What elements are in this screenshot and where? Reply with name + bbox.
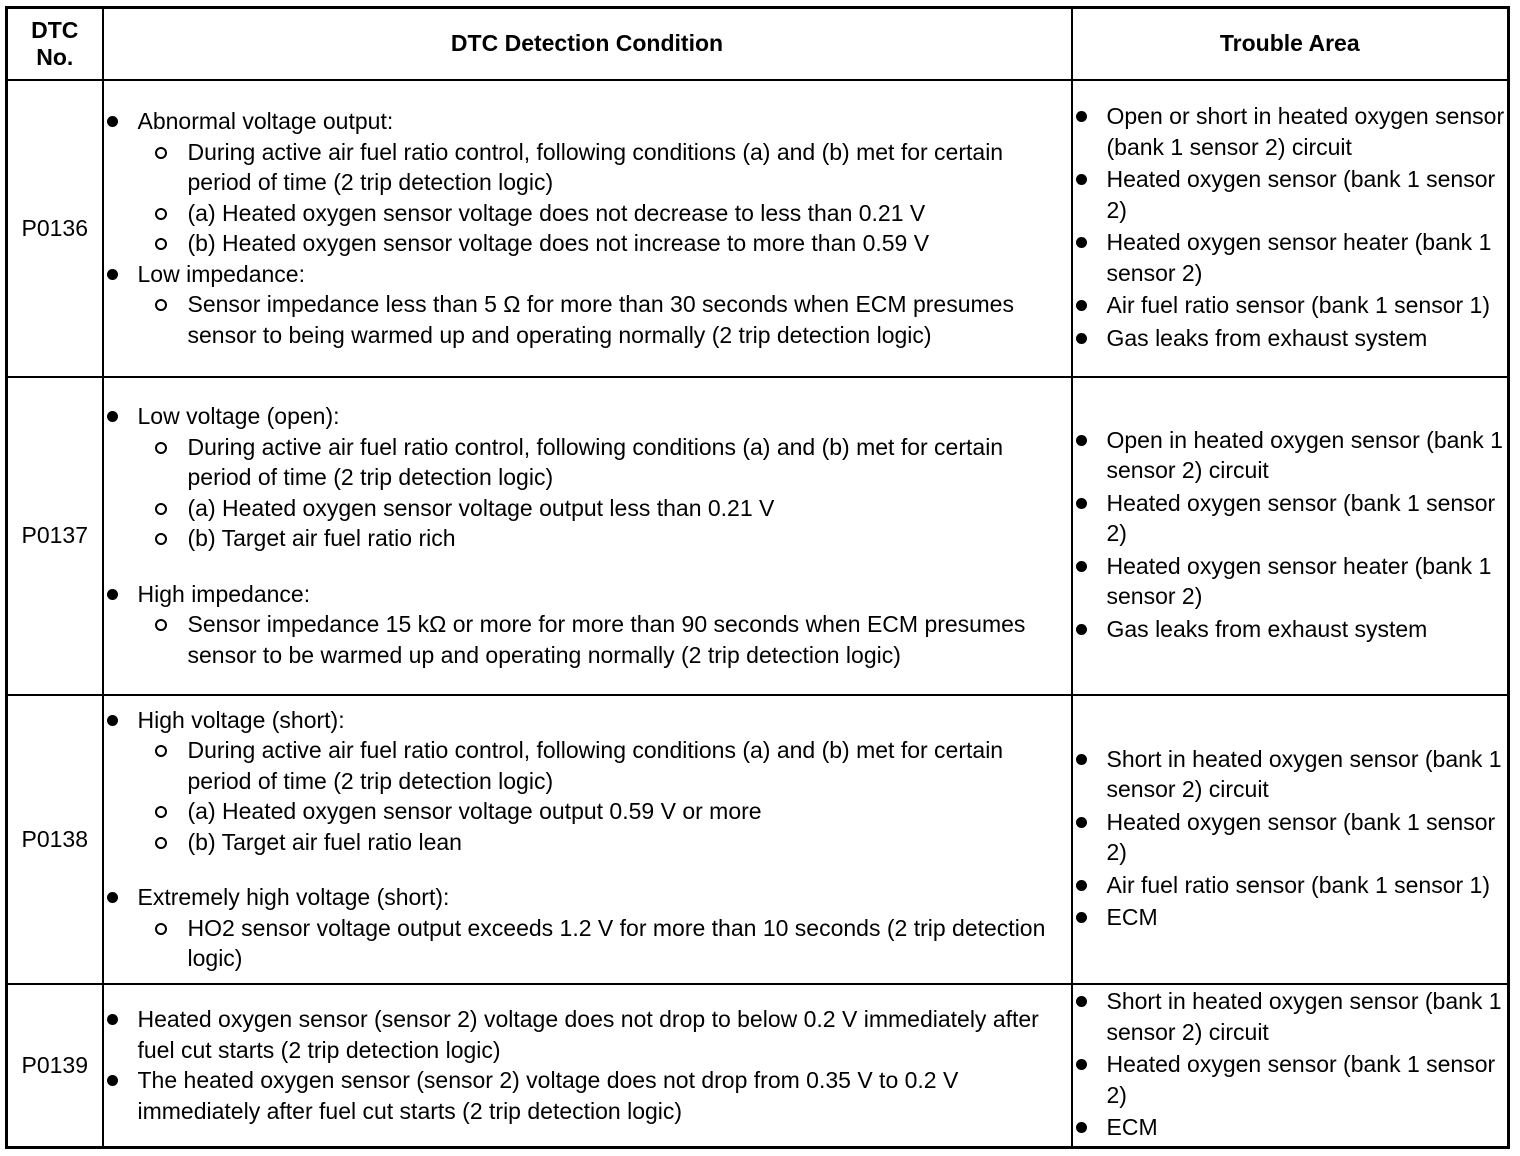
condition-item — [104, 882, 1071, 974]
trouble-list — [1073, 986, 1508, 1143]
condition-item — [104, 579, 1071, 671]
condition-list — [104, 401, 1071, 670]
trouble-item: Open or short in heated oxygen sensor (bank 1 sensor 2) circuit — [1073, 101, 1508, 162]
condition-item — [104, 401, 1071, 554]
condition-text: Extremely high voltage (short): — [137, 884, 450, 910]
trouble-item: Heated oxygen sensor (bank 1 sensor 2) — [1073, 1049, 1508, 1110]
trouble-item: Gas leaks from exhaust system — [1073, 323, 1508, 354]
sub-condition-item: During active air fuel ratio control, following conditions (a) and (b) met for certain period of time (2 trip detection logic) — [138, 137, 1071, 198]
trouble-item: Heated oxygen sensor (bank 1 sensor 2) — [1073, 488, 1508, 549]
trouble-item: Heated oxygen sensor heater (bank 1 sensor 2) — [1073, 227, 1508, 288]
trouble-item: Air fuel ratio sensor (bank 1 sensor 1) — [1073, 290, 1508, 321]
condition-item — [104, 106, 1071, 259]
detection-condition-cell — [103, 80, 1072, 377]
sub-condition-list — [138, 913, 1071, 974]
condition-item — [104, 259, 1071, 351]
trouble-list — [1073, 744, 1508, 933]
condition-list — [104, 1004, 1071, 1126]
trouble-list — [1073, 101, 1508, 353]
sub-condition-item: HO2 sensor voltage output exceeds 1.2 V for more than 10 seconds (2 trip detection logic) — [138, 913, 1071, 974]
condition-text: Abnormal voltage output: — [137, 108, 394, 134]
table-row — [7, 695, 1509, 984]
condition-text: High voltage (short): — [137, 706, 345, 733]
trouble-item: Heated oxygen sensor (bank 1 sensor 2) — [1073, 164, 1508, 225]
sub-condition-item: (b) Heated oxygen sensor voltage does not increase to more than 0.59 V — [138, 228, 1071, 259]
trouble-item: Short in heated oxygen sensor (bank 1 sensor 2) circuit — [1073, 986, 1508, 1047]
sub-condition-item: Sensor impedance less than 5 Ω for more than 30 seconds when ECM presumes sensor to being warmed up and operating normally (2 trip detection logic) — [138, 289, 1071, 350]
condition-text: Heated oxygen sensor (sensor 2) voltage does not drop to below 0.2 V immediately after fuel cut starts (2 trip detection logic) — [137, 1006, 1039, 1063]
detection-condition-cell — [103, 984, 1072, 1148]
condition-item — [104, 1065, 1071, 1126]
trouble-area-cell — [1072, 80, 1509, 377]
header-detection-condition: DTC Detection Condition — [103, 8, 1072, 80]
header-trouble-area: Trouble Area — [1072, 8, 1509, 80]
trouble-item: Short in heated oxygen sensor (bank 1 sensor 2) circuit — [1073, 744, 1508, 805]
trouble-item: Heated oxygen sensor heater (bank 1 sensor 2) — [1073, 551, 1508, 612]
sub-condition-list — [138, 735, 1071, 857]
sub-condition-item: During active air fuel ratio control, following conditions (a) and (b) met for certain period of time (2 trip detection logic) — [138, 432, 1071, 493]
sub-condition-item: (b) Target air fuel ratio rich — [138, 523, 1071, 554]
trouble-area-cell — [1072, 695, 1509, 984]
dtc-code: P0138 — [7, 695, 103, 984]
sub-condition-list — [138, 609, 1071, 670]
condition-text: The heated oxygen sensor (sensor 2) voltage does not drop from 0.35 V to 0.2 V immediately after fuel cut starts (2 trip detection logic) — [137, 1067, 959, 1124]
condition-list — [104, 705, 1071, 974]
header-row — [7, 8, 1509, 80]
trouble-item: ECM — [1073, 902, 1508, 933]
condition-item — [104, 1004, 1071, 1065]
table-row — [7, 984, 1509, 1148]
trouble-item: Heated oxygen sensor (bank 1 sensor 2) — [1073, 807, 1508, 868]
dtc-code: P0136 — [7, 80, 103, 377]
trouble-list — [1073, 425, 1508, 645]
sub-condition-item: During active air fuel ratio control, following conditions (a) and (b) met for certain period of time (2 trip detection logic) — [138, 735, 1071, 796]
table-row — [7, 80, 1509, 377]
trouble-item: ECM — [1073, 1112, 1508, 1143]
sub-condition-item: (a) Heated oxygen sensor voltage output 0.59 V or more — [138, 796, 1071, 827]
dtc-code: P0139 — [7, 984, 103, 1148]
condition-text: Low voltage (open): — [137, 403, 340, 429]
sub-condition-list — [138, 289, 1071, 350]
sub-condition-item: (b) Target air fuel ratio lean — [138, 827, 1071, 858]
dtc-code: P0137 — [7, 377, 103, 695]
detection-condition-cell — [103, 695, 1072, 984]
condition-list — [104, 106, 1071, 350]
condition-text: Low impedance: — [137, 260, 305, 287]
trouble-item: Air fuel ratio sensor (bank 1 sensor 1) — [1073, 870, 1508, 901]
detection-condition-cell — [103, 377, 1072, 695]
trouble-item: Open in heated oxygen sensor (bank 1 sensor 2) circuit — [1073, 425, 1508, 486]
trouble-area-cell — [1072, 377, 1509, 695]
dtc-table — [5, 6, 1510, 1149]
trouble-item: Gas leaks from exhaust system — [1073, 614, 1508, 645]
trouble-area-cell — [1072, 984, 1509, 1148]
sub-condition-list — [138, 137, 1071, 259]
sub-condition-list — [138, 432, 1071, 554]
table-row — [7, 377, 1509, 695]
sub-condition-item: (a) Heated oxygen sensor voltage does not decrease to less than 0.21 V — [138, 198, 1071, 229]
condition-item — [104, 705, 1071, 858]
sub-condition-item: Sensor impedance 15 kΩ or more for more than 90 seconds when ECM presumes sensor to be warmed up and operating normally (2 trip detection logic) — [138, 609, 1071, 670]
sub-condition-item: (a) Heated oxygen sensor voltage output less than 0.21 V — [138, 493, 1071, 524]
header-dtc-no: DTC No. — [7, 8, 103, 80]
condition-text: High impedance: — [137, 580, 311, 607]
